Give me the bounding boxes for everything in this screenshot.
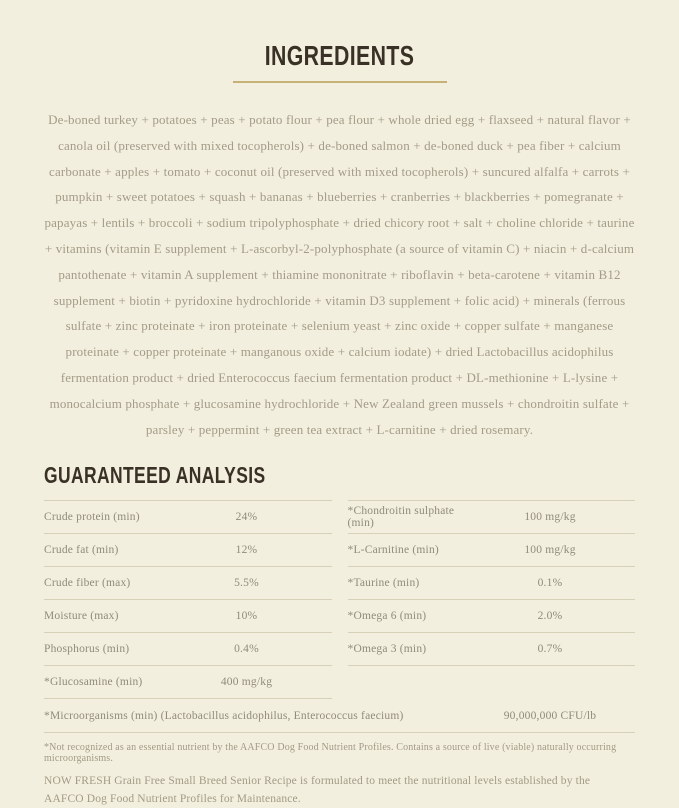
nutrient-value: 400 mg/kg — [220, 676, 273, 689]
nutrient-label: *Omega 3 (min) — [347, 643, 427, 656]
table-row — [44, 600, 332, 633]
analysis-column-left — [44, 500, 332, 699]
nutrient-label: *Taurine (min) — [347, 577, 420, 590]
table-row — [44, 501, 332, 534]
table-row — [44, 633, 332, 666]
table-row — [348, 501, 636, 534]
nutrient-label: Crude protein (min) — [44, 511, 140, 524]
table-row — [44, 534, 332, 567]
nutrient-value: 12% — [235, 544, 258, 557]
guaranteed-analysis-title: GUARANTEED ANALYSIS — [44, 462, 266, 489]
nutrient-value: 100 mg/kg — [524, 511, 576, 524]
nutrient-label: Crude fat (min) — [44, 544, 119, 557]
table-row — [348, 567, 636, 600]
table-row — [44, 666, 332, 699]
nutrient-value: 10% — [235, 610, 258, 623]
nutrient-label: *Glucosamine (min) — [44, 676, 143, 689]
nutrient-label: Phosphorus (min) — [44, 643, 130, 656]
nutrient-label: *L-Carnitine (min) — [347, 544, 439, 557]
analysis-columns — [44, 500, 635, 699]
table-row — [348, 600, 636, 633]
title-underline-rule — [233, 81, 447, 83]
nutrient-value: 24% — [235, 511, 258, 524]
table-row — [44, 567, 332, 600]
nutrient-label: *Microorganisms (min) (Lactobacillus acidophilus, Enterococcus faecium) — [44, 709, 404, 722]
nutrient-label: Moisture (max) — [44, 610, 119, 623]
table-row — [348, 633, 636, 666]
guaranteed-analysis-table — [44, 500, 635, 733]
nutrient-label: Crude fiber (max) — [44, 577, 131, 590]
aafco-statement: NOW FRESH Grain Free Small Breed Senior Recipe is formulated to meet the nutritional levels established by the AAFCO Dog Food Nutrient Profiles for Maintenance. — [44, 775, 591, 805]
nutrient-value: 0.1% — [537, 577, 563, 590]
analysis-column-right — [348, 500, 636, 699]
nutrient-value: 0.7% — [537, 643, 563, 656]
nutrient-value: 0.4% — [234, 643, 259, 656]
ingredients-list-text: De-boned turkey + potatoes + peas + potato flour + pea flour + whole dried egg + flaxseed + natural flavor + canola oil (preserved with mixed tocopherols) + de-boned salmon + de-boned duck + pea fiber + calcium carbonate + apples + tomato + coconut oil (preserved with mixed tocopherols) + suncured alfalfa + carrots + pumpkin + sweet potatoes + squash + bananas + blueberries + cranberries + blackberries + pomegranate + papayas + lentils + broccoli + sodium tripolyphosphate + dried chicory root + salt + choline chloride + taurine + vitamins (vitamin E supplement + L-ascorbyl-2-polyphosphate (a source of vitamin C) + niacin + d-calcium pantothenate + vitamin A supplement + thiamine mononitrate + riboflavin + beta-carotene + vitamin B12 supplement + biotin + pyridoxine hydrochloride + vitamin D3 supplement + folic acid) + minerals (ferrous sulfate + zinc proteinate + iron proteinate + selenium yeast + zinc oxide + copper sulfate + manganese proteinate + copper proteinate + manganous oxide + calcium iodate) + dried Lactobacillus acidophilus fermentation product + dried Enterococcus faecium fermentation product + DL-methionine + L-lysine + monocalcium phosphate + glucosamine hydrochloride + New Zealand green mussels + chondroitin sulfate + parsley + peppermint + green tea extract + L-carnitine + dried rosemary. — [44, 112, 635, 437]
ingredients-title: INGREDIENTS — [264, 40, 415, 71]
table-row-microorganisms — [44, 699, 635, 733]
table-row — [348, 534, 636, 567]
nutrient-value: 90,000,000 CFU/lb — [503, 709, 597, 722]
nutrient-label: *Chondroitin sulphate (min) — [347, 505, 455, 530]
nutrient-value: 2.0% — [537, 610, 563, 623]
asterisk-footnote: *Not recognized as an essential nutrient by the AAFCO Dog Food Nutrient Profiles. Contains a source of live (viable) naturally occurring microorganisms. — [44, 742, 617, 765]
nutrient-label: *Omega 6 (min) — [347, 610, 427, 623]
nutrient-value: 100 mg/kg — [524, 544, 576, 557]
nutrient-value: 5.5% — [234, 577, 259, 590]
